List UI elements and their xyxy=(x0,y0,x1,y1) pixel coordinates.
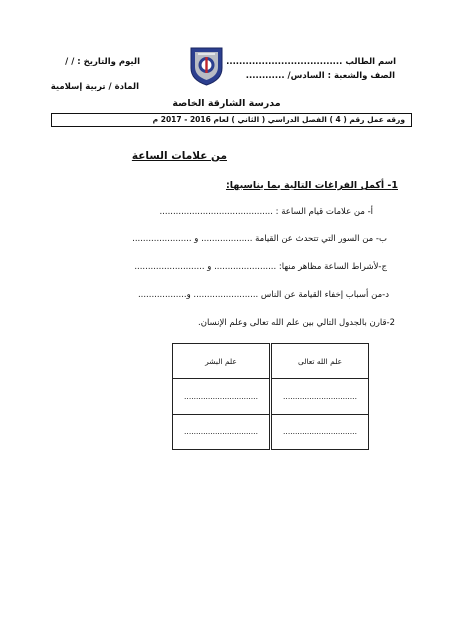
worksheet-info-box xyxy=(51,113,412,127)
table-row xyxy=(173,414,369,449)
table-header-human-knowledge: علم البشر xyxy=(173,344,271,379)
question-1-item-a: أ- من علامات قيام الساعة : .......................................... xyxy=(159,207,373,217)
day-date-label: اليوم والتاريخ : / / xyxy=(65,57,140,67)
student-name-label: اسم الطالب .................................... xyxy=(226,57,396,67)
question-1-item-b: ب- من السور التي تتحدث عن القيامة ................... و ...................... xyxy=(132,234,387,244)
subject-label: المادة / تربية إسلامية xyxy=(50,82,139,92)
school-name: مدرسة الشارقة الخاصة xyxy=(172,98,281,109)
table-cell: ............................... xyxy=(271,414,369,449)
table-cell: ............................... xyxy=(271,379,369,414)
question-1-heading: 1- أكمل الفراغات التالية بما يناسبها: xyxy=(225,180,398,191)
table-row xyxy=(173,379,369,414)
comparison-table xyxy=(172,343,369,450)
question-1-item-c: ج-لأشراط الساعة مظاهر منها: ....................... و .......................... xyxy=(134,262,387,272)
lesson-title: من علامات الساعة xyxy=(131,150,227,162)
question-1-item-d: د-من أسباب إخفاء القيامة عن الناس ........................ و.................. xyxy=(137,290,389,300)
table-header-god-knowledge: علم الله تعالى xyxy=(271,344,369,379)
table-cell: ............................... xyxy=(173,414,271,449)
table-cell: ............................... xyxy=(173,379,271,414)
question-2-heading: 2-قارن بالجدول التالي بين علم الله تعالى وعلم الإنسان. xyxy=(198,318,395,328)
class-label: الصف والشعبة : السادس/ ............ xyxy=(245,71,395,81)
worksheet-info-text: ورقه عمل رقم ( 4 ) الفصل الدراسي ( الثاني ) لعام 2016 - 2017 م xyxy=(152,115,405,124)
school-logo-icon xyxy=(188,46,225,86)
